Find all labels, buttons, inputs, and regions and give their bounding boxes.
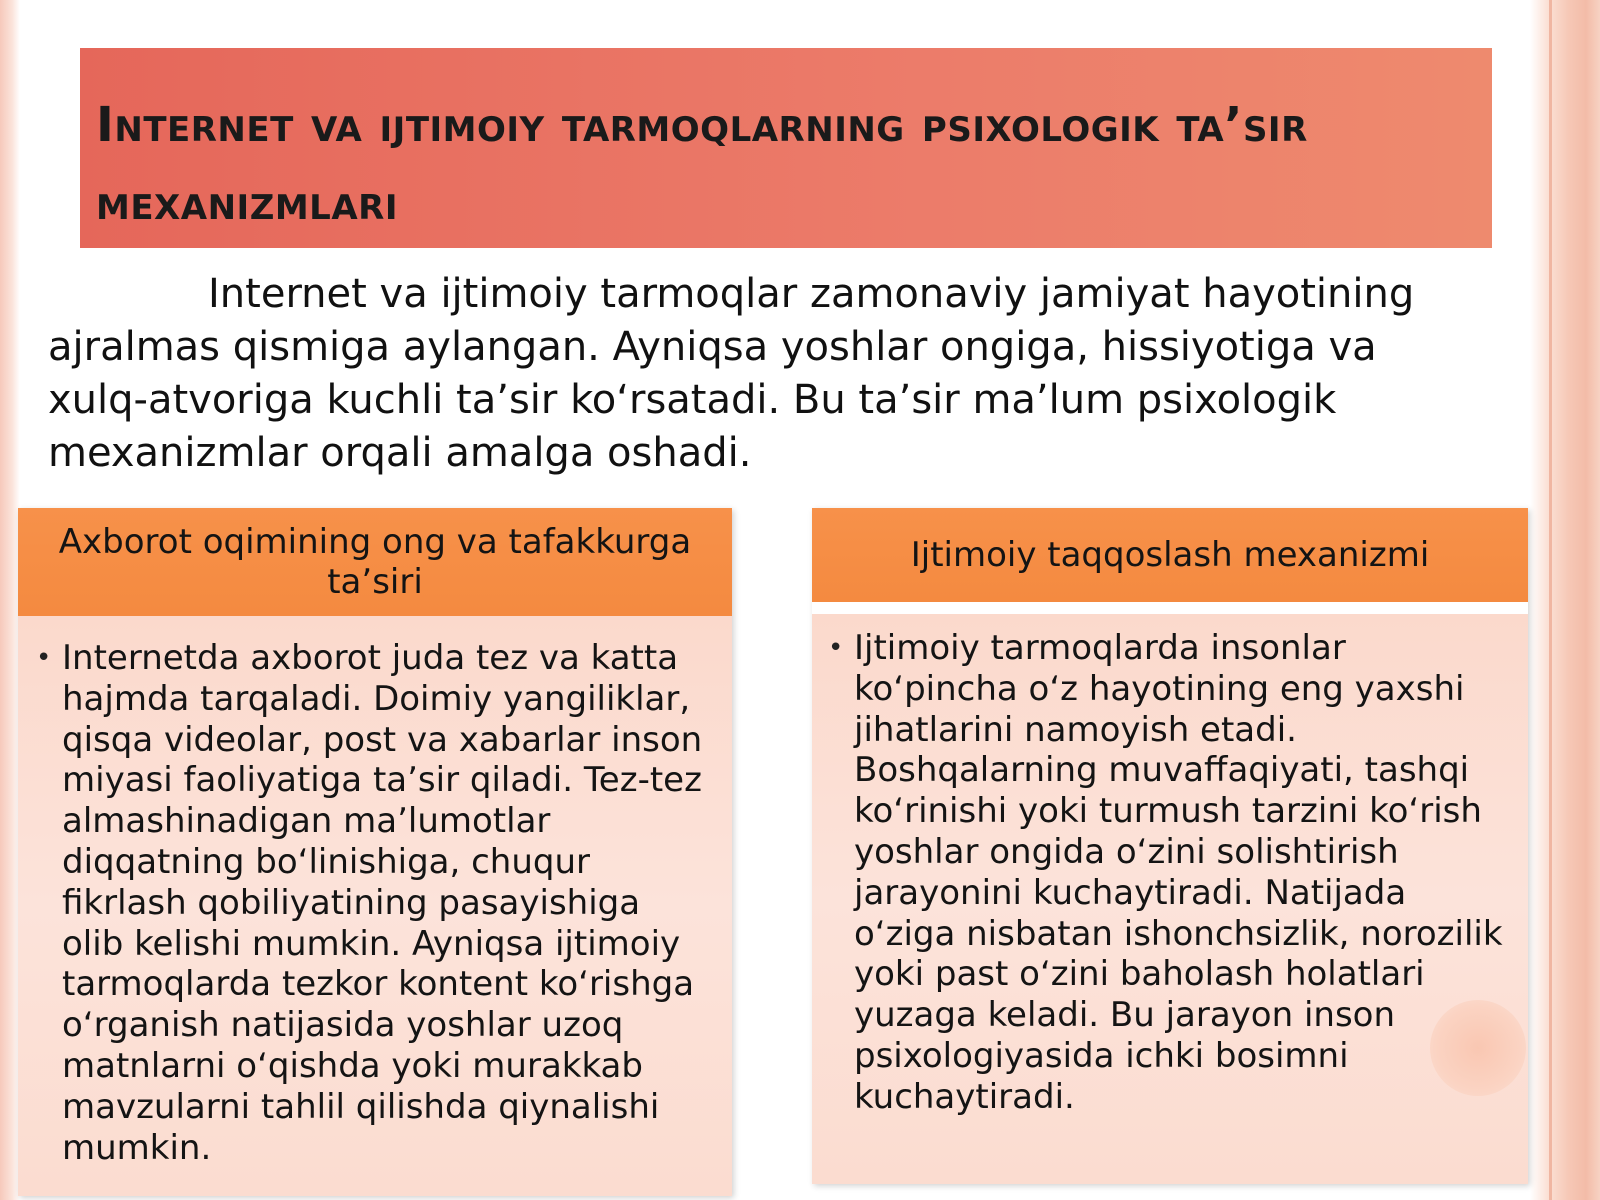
bullet-text: Ijtimoiy tarmoqlarda insonlar ko‘pincha o‘z hayotining eng yaxshi jihatlarini namoyish etadi. Boshqalarning muvaffaqiyati, tashqi ko‘rinishi yoki turmush tarzini ko‘rish yoshlar ongida o‘zini solishtirish jarayonini kuchaytiradi. Natijada o‘ziga nisbatan ishonchsizlik, norozilik yoki past o‘zini baholash holatlari yuzaga keladi. Bu jarayon inson psixologiyasida ichki bosimni kuchaytiradi. xyxy=(854,628,1503,1117)
bullet-icon: • xyxy=(36,643,52,673)
card-body xyxy=(18,616,732,1196)
intro-paragraph: Internet va ijtimoiy tarmoqlar zamonaviy jamiyat hayotining ajralmas qismiga aylangan. Ayniqsa yoshlar ongiga, hissiyotiga va xulq-atvoriga kuchli ta’sir ko‘rsatadi. Bu ta’sir ma’lum psixologik mexanizmlar orqali amalga oshadi. xyxy=(48,271,1415,476)
title-banner xyxy=(80,48,1492,248)
card-heading: Ijtimoiy taqqoslash mexanizmi xyxy=(812,508,1528,602)
list-item xyxy=(828,628,1516,1118)
list-item xyxy=(36,638,712,1168)
info-card-information-flow xyxy=(18,508,732,1196)
bullet-icon: • xyxy=(828,633,844,663)
slide-right-border xyxy=(1530,0,1600,1200)
slide-left-border xyxy=(0,0,20,1200)
bullet-text: Internetda axborot juda tez va katta hajmda tarqaladi. Doimiy yangiliklar, qisqa videolar, post va xabarlar inson miyasi faoliyatiga ta’sir qiladi. Tez-tez almashinadigan ma’lumotlar diqqatning bo‘linishiga, chuqur fikrlash qobiliyatining pasayishiga olib kelishi mumkin. Ayniqsa ijtimoiy tarmoqlarda tezkor kontent ko‘rishga o‘rganish natijasida yoshlar uzoq matnlarni o‘qishda yoki murakkab mavzularni tahlil qilishda qiynalishi mumkin. xyxy=(62,638,703,1168)
info-card-social-comparison xyxy=(812,508,1528,1184)
card-heading: Axborot oqimining ong va tafakkurga ta’siri xyxy=(18,508,732,616)
slide-title: Internet va ijtimoiy tarmoqlarning psixologik ta’sir mexanizmlari xyxy=(96,97,1308,231)
decorative-circle xyxy=(1430,1000,1526,1096)
slide-right-border-line xyxy=(1549,0,1552,1200)
card-body xyxy=(812,614,1528,1184)
